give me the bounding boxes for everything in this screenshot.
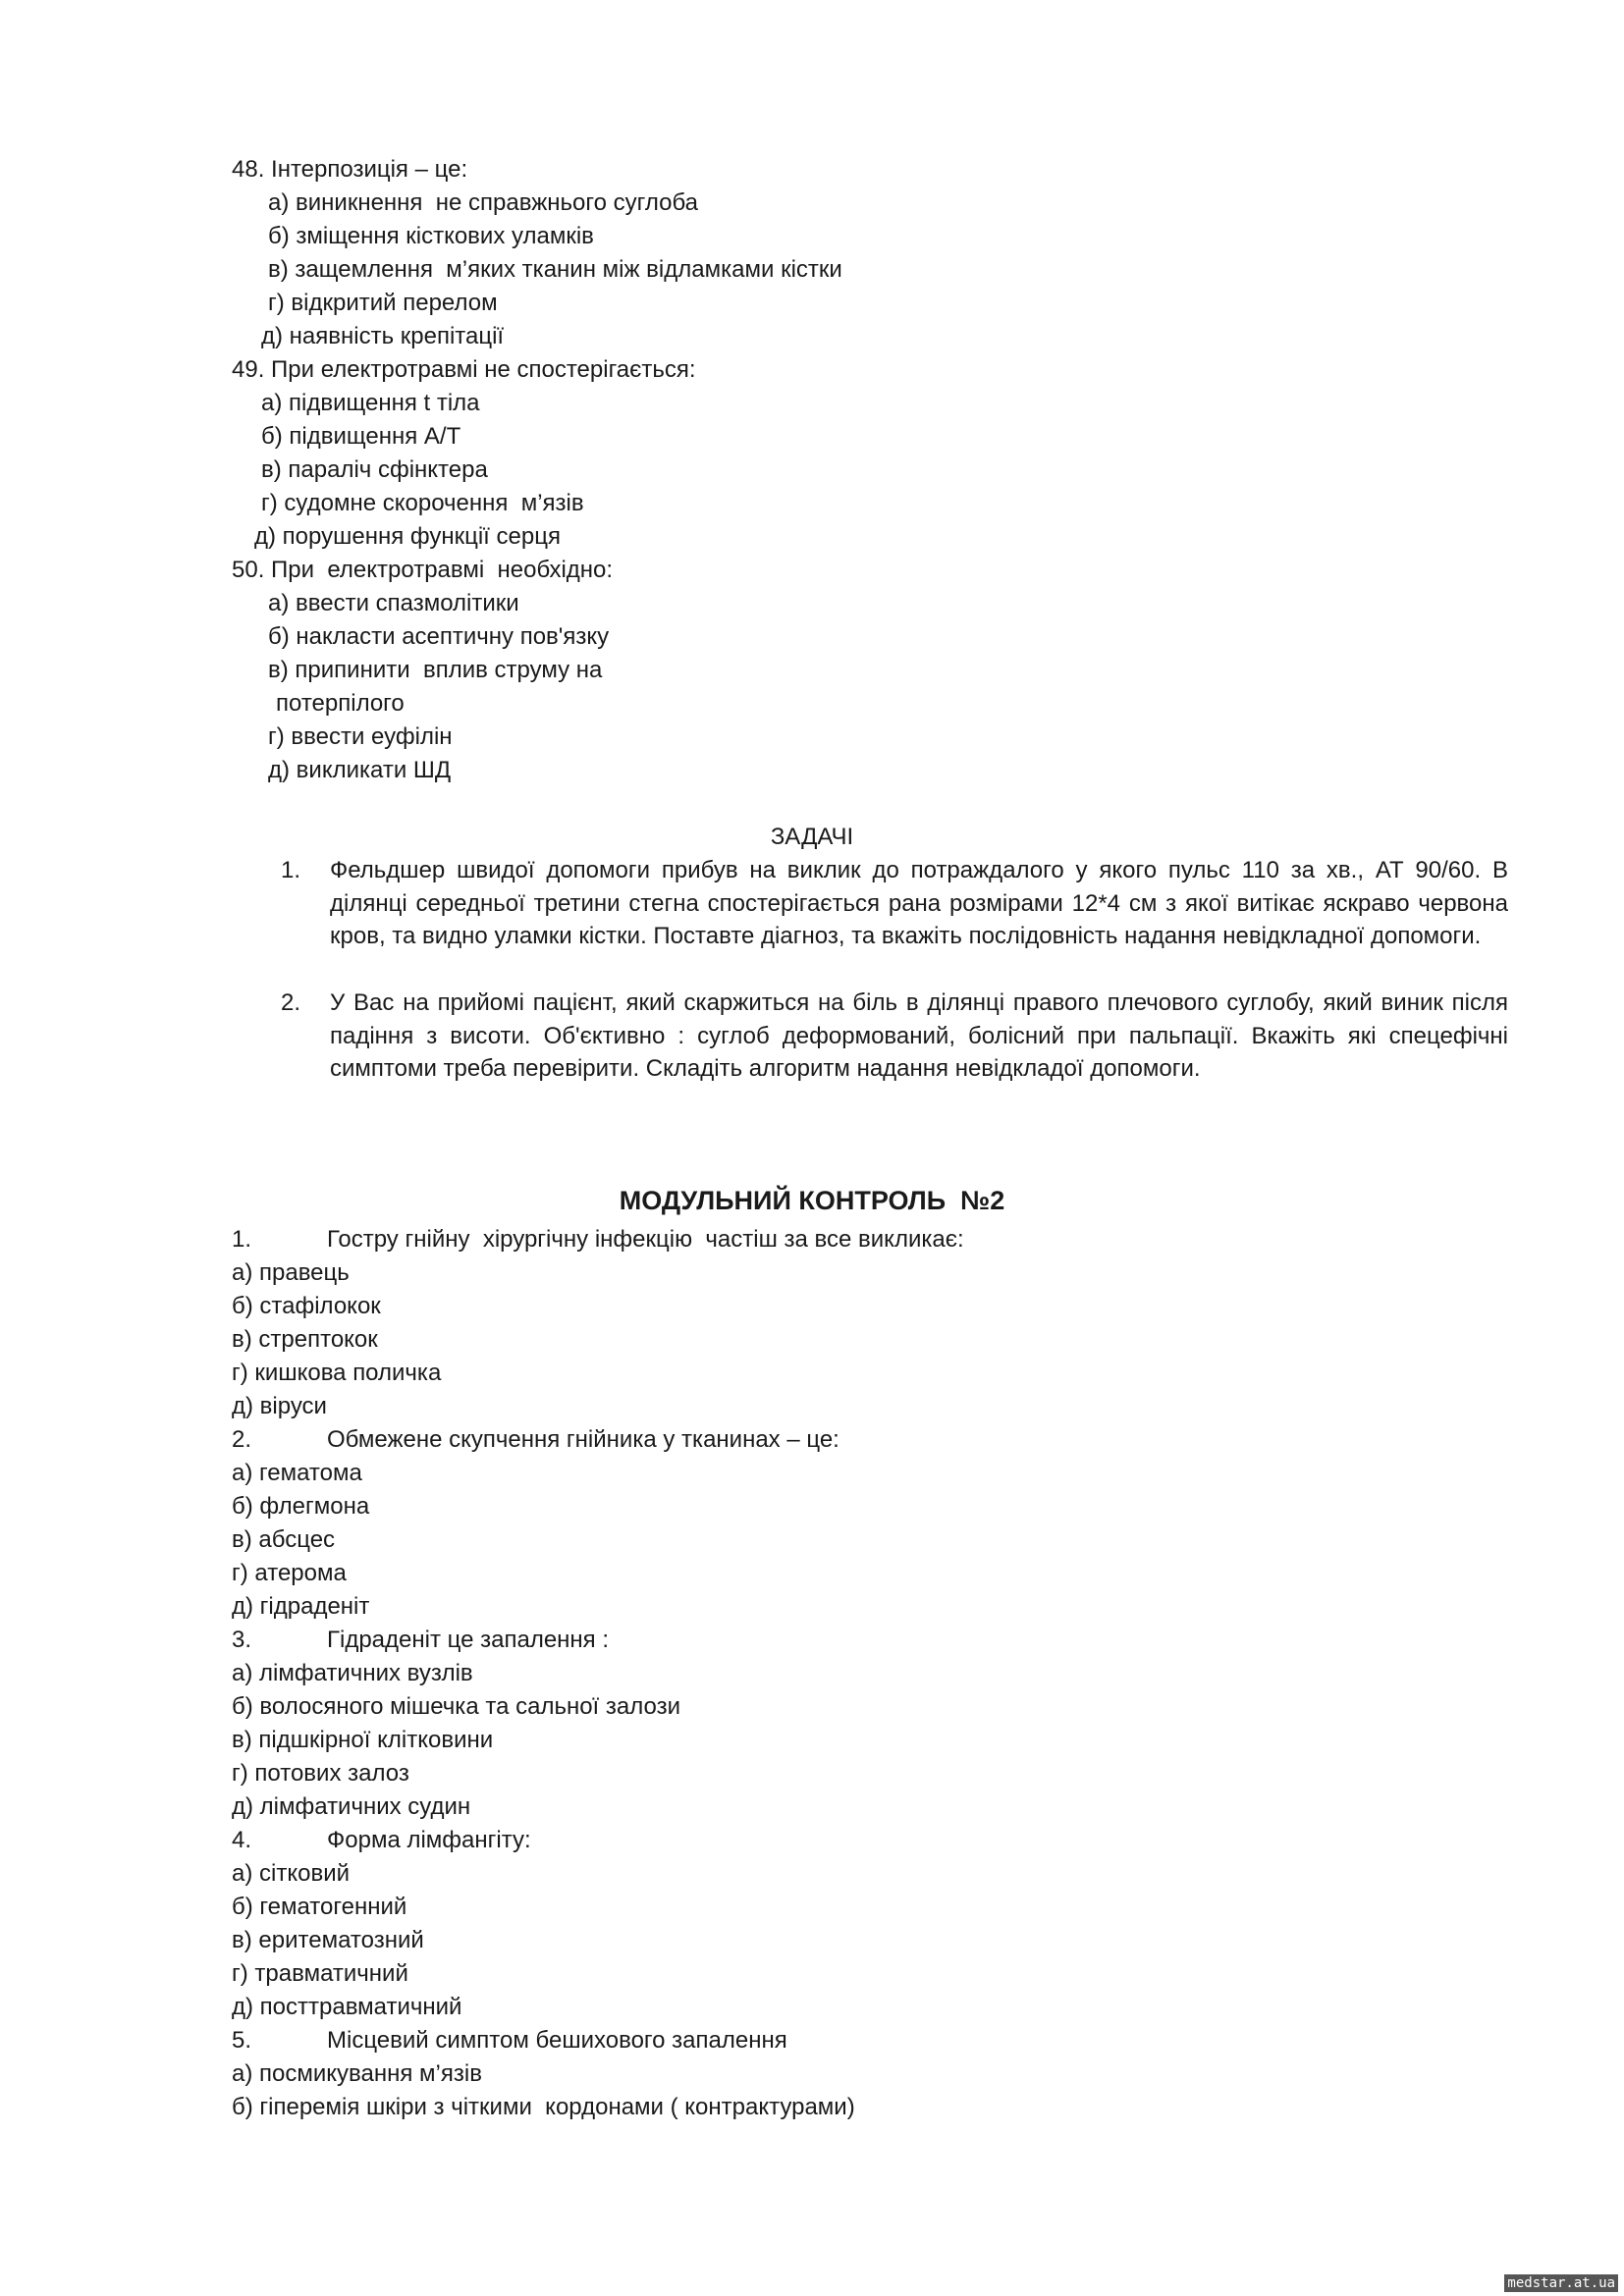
q49-option-d: д) порушення функції серця <box>254 523 561 550</box>
q48-option-g: г) відкритий перелом <box>268 290 498 316</box>
m2-q4-option-b: б) гематогенний <box>232 1894 407 1920</box>
m2-q3-option-b: б) волосяного мішечка та сальної залози <box>232 1693 680 1720</box>
task-1-text: Фельдшер швидої допомоги прибув на виклик до потраждалого у якого пульс 110 за хв., АТ 90/60. В ділянці середньої третини стегна спостерігається рана розмірами 12*4 см з якої витікає яскраво червона кров, та видно уламки кістки. Поставте діагноз, та вкажіть послідовність надання невідкладної допомоги. <box>330 857 1508 950</box>
m2-question-2-number: 2. <box>232 1426 252 1453</box>
task-2-number: 2. <box>281 989 301 1016</box>
module-control-heading: МОДУЛЬНИЙ КОНТРОЛЬ №2 <box>619 1186 1005 1215</box>
m2-q4-option-d: д) посттравматичний <box>232 1994 462 2020</box>
m2-q1-option-g: г) кишкова поличка <box>232 1360 442 1386</box>
question-50-title: 50. При електротравмі необхідно: <box>232 557 614 583</box>
m2-question-5-text: Місцевий симптом бешихового запалення <box>327 2027 787 2054</box>
q49-option-a: а) підвищення t тіла <box>261 390 480 416</box>
task-2-text: У Вас на прийомі пацієнт, який скаржиться на біль в ділянці правого плечового суглобу, який виник після падіння з висоти. Об'єктивно : суглоб деформований, болісний при пальпації. Вкажіть які спецефічні симптоми треба перевірити. Складіть алгоритм надання невідкладої допомоги. <box>330 989 1508 1083</box>
m2-question-4-number: 4. <box>232 1827 252 1853</box>
m2-question-5-number: 5. <box>232 2027 252 2054</box>
q48-option-v: в) защемлення м’яких тканин між відламками кістки <box>268 256 842 283</box>
m2-question-1-text: Гостру гнійну хірургічну інфекцію частіш за все викликає: <box>327 1226 964 1253</box>
m2-q3-option-g: г) потових залоз <box>232 1760 409 1787</box>
q50-option-g: г) ввести еуфілін <box>268 723 453 750</box>
tasks-heading: ЗАДАЧІ <box>770 824 854 850</box>
m2-question-4-text: Форма лімфангіту: <box>327 1827 531 1853</box>
m2-q4-option-a: а) сітковий <box>232 1860 351 1887</box>
m2-question-3-number: 3. <box>232 1627 252 1653</box>
m2-q1-option-b: б) стафілокок <box>232 1293 381 1319</box>
m2-q2-option-a: а) гематома <box>232 1460 362 1486</box>
m2-question-1-number: 1. <box>232 1226 252 1253</box>
m2-q5-option-b: б) гіперемія шкіри з чіткими кордонами ( контрактурами) <box>232 2094 855 2120</box>
task-1-number: 1. <box>281 857 301 883</box>
m2-q3-option-v: в) підшкірної клітковини <box>232 1727 494 1753</box>
m2-question-2-text: Обмежене скупчення гнійника у тканинах – це: <box>327 1426 839 1453</box>
q50-option-a: а) ввести спазмолітики <box>268 590 519 616</box>
m2-q4-option-v: в) еритематозний <box>232 1927 424 1953</box>
site-watermark: medstar.at.ua <box>1504 2274 1618 2292</box>
q49-option-v: в) параліч сфінктера <box>261 456 488 483</box>
m2-q1-option-a: а) правець <box>232 1259 350 1286</box>
m2-q2-option-g: г) атерома <box>232 1560 347 1586</box>
m2-q4-option-g: г) травматичний <box>232 1960 408 1987</box>
q48-option-d: д) наявність крепітації <box>261 323 505 349</box>
q49-option-g: г) судомне скорочення м’язів <box>261 490 584 516</box>
m2-q3-option-a: а) лімфатичних вузлів <box>232 1660 473 1686</box>
q50-option-v-continued: потерпілого <box>276 690 405 717</box>
q48-option-b: б) зміщення кісткових уламків <box>268 223 594 249</box>
q50-option-v: в) припинити вплив струму на <box>268 657 603 683</box>
q50-option-b: б) накласти асептичну пов'язку <box>268 623 610 650</box>
question-48-title: 48. Інтерпозиція – це: <box>232 156 468 183</box>
m2-q3-option-d: д) лімфатичних судин <box>232 1793 471 1820</box>
m2-q2-option-b: б) флегмона <box>232 1493 370 1520</box>
question-49-title: 49. При електротравмі не спостерігається: <box>232 356 696 383</box>
m2-q5-option-a: а) посмикування м’язів <box>232 2060 482 2087</box>
m2-question-3-text: Гідраденіт це запалення : <box>327 1627 610 1653</box>
m2-q2-option-v: в) абсцес <box>232 1526 336 1553</box>
q48-option-a: а) виникнення не справжнього суглоба <box>268 189 698 216</box>
m2-q1-option-v: в) стрептокок <box>232 1326 378 1353</box>
m2-q2-option-d: д) гідраденіт <box>232 1593 370 1620</box>
q50-option-d: д) викликати ШД <box>268 757 452 783</box>
m2-q1-option-d: д) віруси <box>232 1393 327 1419</box>
q49-option-b: б) підвищення А/Т <box>261 423 461 450</box>
